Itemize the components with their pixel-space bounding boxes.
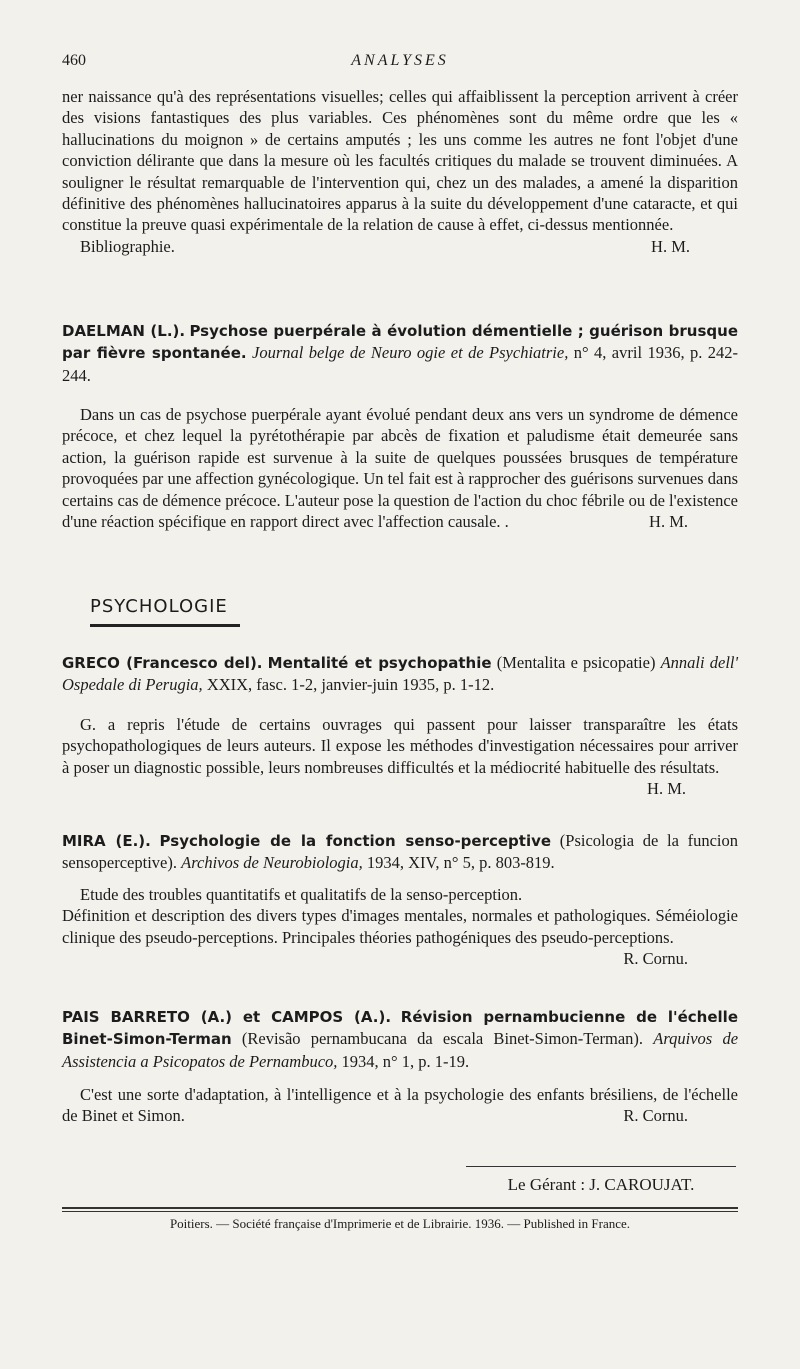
entry-daelman-title: Psychose puerpérale à évolution démentielle ; guérison brusque par fièvre spontanée. [62,322,739,363]
entry-greco-ref: XXIX, fasc. 1-2, janvier-juin 1935, p. 1-12. [206,675,495,695]
intro-signature: H. M. [651,236,690,256]
entry-pais-ref: 1934, n° 1, p. 1-19. [341,1051,470,1071]
entry-daelman-body [62,404,738,532]
entry-greco-text: G. a repris l'étude de certains ouvrages qui passent pour laisser transparaître les états psychopathologiques de leurs auteurs. Il expose les méthodes d'investigation nécessaires pour arriver à poser un diagnostic possible, leurs nombreuses difficultés et la médiocrité habituelle des résultats. [62,715,738,777]
entry-mira-heading [62,830,738,874]
entry-greco-signature: H. M. [647,779,686,799]
entry-pais-original-title: (Revisão pernambucana da escala Binet-Simon-Terman). [241,1029,644,1049]
entry-daelman-author: DAELMAN (L.). [62,322,186,340]
entry-mira-text-2: Définition et description des divers types d'images mentales, normales et pathologiques. Séméiologie clinique des pseudo-perceptions. Principales théories pathogéniques des pseudo-perceptions. [62,906,738,947]
page-number: 460 [62,52,86,69]
running-title: ANALYSES [351,52,449,69]
entry-daelman-journal: Journal belge de Neuro ogie et de Psychiatrie, [252,343,569,363]
entry-pais-heading [62,1006,738,1072]
entry-greco-body [62,714,738,800]
entry-pais-signature: R. Cornu. [623,1106,688,1126]
entry-mira-body [62,884,738,970]
section-rule [90,624,240,627]
gerant-line: Le Gérant : J. CAROUJAT. [466,1166,736,1195]
entry-mira-signature: R. Cornu. [623,949,688,969]
entry-pais-journal: Arquivos de Assistencia a Psicopatos de Pernambuco, [62,1029,739,1071]
entry-daelman-ref: n° 4, avril 1936, p. 242-244. [62,343,739,385]
entry-pais-body [62,1084,738,1127]
entry-greco-original-title: (Mentalita e psicopatie) [496,653,656,672]
entry-daelman-heading [62,320,738,386]
entry-mira-journal: Archivos de Neurobiologia, [181,853,363,873]
entry-greco-author: GRECO (Francesco del). [62,654,263,672]
footer-rule [62,1207,738,1212]
page-header [62,52,738,76]
printer-footer: Poitiers. — Société française d'Imprimerie et de Librairie. 1936. — Published in France. [169,1216,631,1231]
entry-mira-text-1: Etude des troubles quantitatifs et qualitatifs de la senso-perception. [80,885,523,904]
intro-text: ner naissance qu'à des représentations visuelles; celles qui affaiblissent la perception arrivent à créer des visions fantastiques des plus variables. Ces phénomènes sont du même ordre que les « hallucinations du moignon » de certains amputés ; les uns comme les autres ne font l'objet d'une conviction délirante que dans la mesure où les facultés critiques du malade se trouvent diminuées. A souligner le résultat remarquable de l'intervention qui, chez un des malades, a amené la disparition définitive des phénomènes hallucinatoires apparus à la suite du développement d'une cataracte, et qui constitue la preuve quasi expérimentale de la relation de cause à effet, ci-dessus mentionnée. [62,87,738,235]
entry-pais-title: Révision pernambucienne de l'échelle Binet-Simon-Terman [62,1008,738,1049]
entry-greco-heading [62,652,738,696]
entry-daelman-signature: H. M. [649,512,688,532]
section-title: PSYCHOLOGIE [90,596,228,617]
entry-daelman-text: Dans un cas de psychose puerpérale ayant évolué pendant deux ans vers un syndrome de démence précoce, et chez lequel la pyrétothérapie par abcès de fixation et paludisme était demeurée sans action, la guérison rapide est survenue à la suite de quelques poussées brusques de température provoquées par une affection gynécologique. Un tel fait est à rapprocher des guérisons survenues dans certains cas de démence précoce. L'auteur pose la question de l'action du choc fébrile ou de l'existence d'une réaction spécifique en rapport direct avec l'affection causale. . [62,405,738,532]
bibliography-label: Bibliographie. [80,236,175,256]
entry-mira-author: MIRA (E.). [62,832,151,850]
entry-greco-title: Mentalité et psychopathie [267,654,492,672]
entry-pais-text: C'est une sorte d'adaptation, à l'intelligence et à la psychologie des enfants brésiliens, de l'échelle de Binet et Simon. [62,1085,738,1126]
entry-mira-original-title: (Psicologia de la funcion sensoperceptive). [62,831,739,873]
entry-mira-ref: 1934, XIV, n° 5, p. 803-819. [366,853,555,873]
entry-pais-author: PAIS BARRETO (A.) et CAMPOS (A.). [62,1008,392,1026]
intro-paragraph [62,86,738,257]
entry-mira-title: Psychologie de la fonction senso-perceptive [159,832,552,850]
entry-greco-journal: Annali dell' Ospedale di Perugia, [62,653,739,695]
